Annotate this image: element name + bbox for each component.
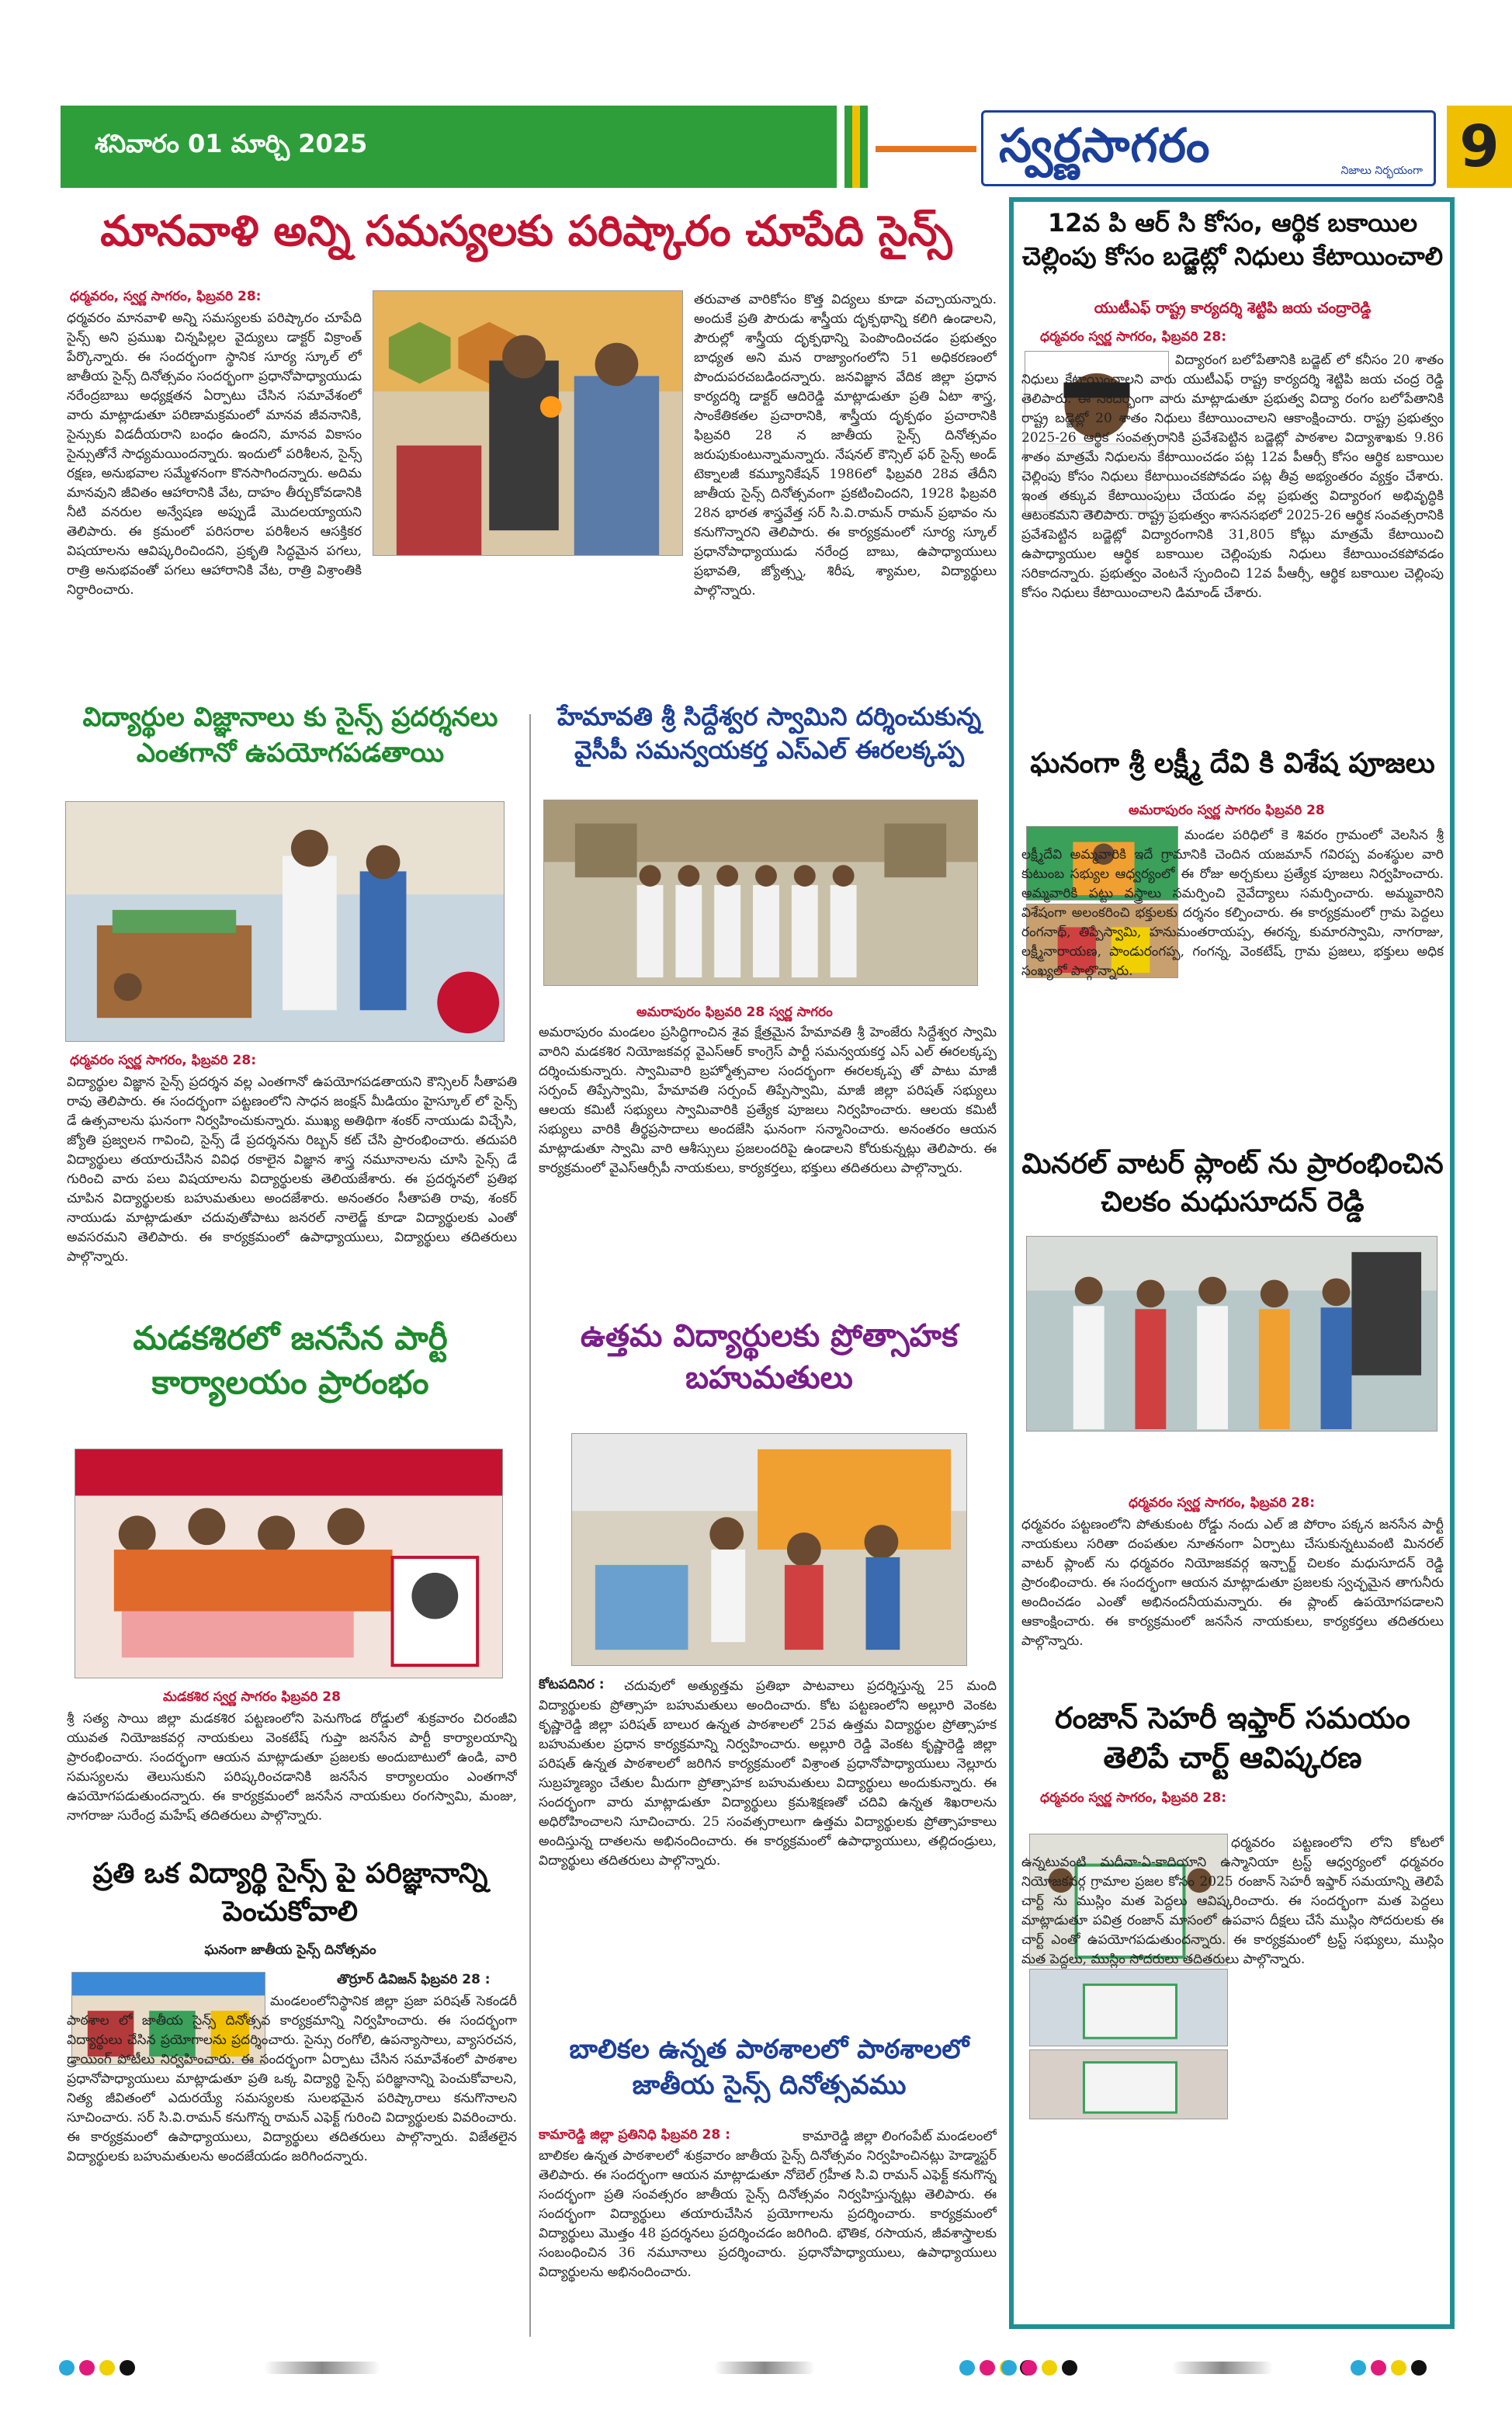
- date-bar: [61, 106, 868, 188]
- article-body: చదువులో అత్యుత్తమ ప్రతిభా పాటవాలు ప్రదర్శిస్తున్న 25 మంది విద్యార్థులకు ప్రోత్సాహ బహుమతులు అందించారు. కోట పట్టణంలోని అల్లూరి వెంకట కృష్ణారెడ్డి జిల్లా పరిషత్ బాలుర ఉన్నత పాఠశాలలో 25వ ఉత్తమ విద్యార్థుల ప్రోత్సాహక బహుమతుల ప్రధాన కార్యక్రమాన్ని నిర్వహించారు. అల్లూరి రెడ్డి వెంకట కృష్ణారెడ్డి జిల్లా పరిషత్ ఉన్నత పాఠశాలలో జరిగిన కార్యక్రమంలో విశ్రాంత ప్రధానోపాధ్యాయులు నెల్లూరు సుబ్రహ్మణ్యం చేతుల మీదుగా ప్రోత్సాహక బహుమతులు విద్యార్థులు అందుకున్నారు. ఈ సందర్భంగా వారు మాట్లాడుతూ విద్యార్థులు క్రమశిక్షణతో చదివి ఉన్నత శిఖరాలను అధిరోహించాలని సూచించారు. 25 సంవత్సరాలుగా ఉత్తమ విద్యార్థులకు ప్రోత్సాహకాలు అందిస్తున్న దాతలను అభినందించారు. ఈ కార్యక్రమంలో ఉపాధ్యాయులు, తల్లిదండ్రులు, విద్యార్థులు తదితరులు పాల్గొన్నారు.: [539, 1678, 997, 1869]
- article-photo: [75, 1449, 503, 1678]
- article-subhead: ఘనంగా జాతీయ సైన్స్ దినోత్సవం: [204, 1942, 376, 1958]
- article-body: శ్రీ సత్య సాయి జిల్లా మడకశిర పట్టణంలోని పెనుగొండ రోడ్డులో శుక్రవారం చిరంజీవి యువత నియోజకవర్గ నాయకులు వెంకటేష్ గుప్తా జనసేన పార్టీ కార్యాలయాన్ని ప్రారంభించారు. సందర్భంగా ఆయన మాట్లాడుతూ ప్రజలకు అందుబాటులో ఉండి, వారి సమస్యలను తెలుసుకుని పరిష్కరించడానికి జనసేన కార్యాలయం ఎంతగానో ఉపయోగపడుతుందన్నారు. ఈ కార్యక్రమంలో జనసేన నాయకులు రంగస్వామి, మంజు, నాగరాజు సురేంద్ర మహేష్ తదితరులు పాల్గొన్నారు.: [67, 1711, 517, 1824]
- article-body: విద్యారంగ బలోపేతానికి బడ్జెట్ లో కనీసం 20 శాతం నిధులు కేటాయించాలని వారు యుటీఎఫ్ రాష్ట్ర కార్యదర్శి శెట్టిపి జయ చంద్ర రెడ్డి తెలిపారు. ఈ సందర్భంగా వారు మాట్లాడుతూ ప్రభుత్వ విద్యా రంగం బలోపేతానికి రాష్ట్ర బడ్జెట్లో 20 శాతం నిధులు కేటాయించాలని ఆకాంక్షించారు. రాష్ట్ర ప్రభుత్వం 2025-26 ఆర్థిక సంవత్సరానికి ప్రవేశపెట్టిన బడ్జెట్లో పాఠశాల విద్యాశాఖకు 9.86 శాతం మాత్రమే నిధులను కేటాయించడం పట్ల 12వ పీఆర్సీ కోసం ఆర్థిక బకాయిల చెల్లింపు కోసం నిధులు కేటాయించకపోవడం పట్ల తీవ్ర అభ్యంతరం వ్యక్తం చేశారు. ఇంత తక్కువ కేటాయింపులు చేయడం వల్ల ప్రభుత్వ విద్యారంగ అభివృద్ధికి ఆటంకమని తెలిపారు. రాష్ట్ర ప్రభుత్వం శాసనసభలో 2025-26 ఆర్థిక సంవత్సరానికి ప్రవేశపెట్టిన బడ్జెట్లో విద్యారంగానికి 31,805 కోట్లు మాత్రమే కేటాయించి ఉపాధ్యాయుల ఆర్థిక బకాయిల చెల్లింపుకు నిధులు కేటాయించకపోవడం సరికాదన్నారు. ప్రభుత్వం వెంటనే స్పందించి 12వ పీఆర్సీ, ఆర్థిక బకాయిల చెల్లింపు కోసం నిధులు కేటాయించాలని డిమాండ్ చేశారు.: [1021, 352, 1444, 601]
- yellow-dot: [1042, 2360, 1057, 2376]
- yellow-dot: [99, 2360, 115, 2376]
- article-headline: విద్యార్థుల విజ్ఞానాలు కు సైన్స్ ప్రదర్శనలు ఎంతగానో ఉపయోగపడతాయి: [82, 702, 498, 769]
- article-headline: ఘనంగా శ్రీ లక్ష్మీ దేవి కి విశేష పూజలు: [1030, 748, 1435, 779]
- article-headline: ఉత్తమ విద్యార్థులకు ప్రోత్సాహక బహుమతులు: [580, 1318, 959, 1396]
- article-photo: [1026, 1236, 1437, 1432]
- article-body: మండలంలోనిస్థానిక జిల్లా ప్రజా పరిషత్ సెకండరీ పాఠశాల లో జాతీయ సైన్స్ దినోత్సవ కార్యక్రమాన్ని నిర్వహించారు. ఈ సందర్భంగా విద్యార్థులు చేసిన ప్రయోగాలను ప్రదర్శించారు. సైన్సు రంగోలి, ఉపన్యాసాలు, వ్యాసరచన, డ్రాయింగ్ పోటీలు నిర్వహించారు. ఈ సందర్భంగా ఏర్పాటు చేసిన సమావేశంలో పాఠశాల ప్రధానోపాధ్యాయులు మాట్లాడుతూ ప్రతి ఒక్క విద్యార్థి సైన్స్ పరిజ్ఞానాన్ని పెంచుకోవాలని, నిత్య జీవితంలో ఎదురయ్యే సమస్యలకు సులభమైన పరిష్కారాలు కనుగొనాలని సూచించారు. సర్ సి.వి.రామన్ కనుగొన్న రామన్ ఎఫెక్ట్ గురించి విద్యార్థులకు వివరించారు. ఈ కార్యక్రమంలో ఉపాధ్యాయులు, విద్యార్థులు తదితరులు పాల్గొన్నారు. విజేతలైన విద్యార్థులకు బహుమతులను అందజేయడం జరిగిందన్నారు.: [67, 1994, 517, 2164]
- article-headline: ప్రతి ఒక విద్యార్థి సైన్స్ పై పరిజ్ఞానాన్ని పెంచుకోవాలి: [92, 1858, 488, 1928]
- article-headline: మినరల్ వాటర్ ప్లాంట్ ను ప్రారంభించిన చిలకం మధుసూదన్ రెడ్డి: [1021, 1148, 1444, 1218]
- cyan-dot: [59, 2360, 75, 2376]
- article-dateline: తొర్రూర్ డివిజన్ ఫిబ్రవరి 28 :: [337, 1972, 491, 1987]
- article-dateline: కామారెడ్డి జిల్లా ప్రతినిధి ఫిబ్రవరి 28 :: [539, 2127, 730, 2143]
- article-body: విద్యార్థుల విజ్ఞాన సైన్స్ ప్రదర్శన వల్ల ఎంతగానో ఉపయోగపడతాయని కౌన్సిలర్ సీతాపతి రావు తెలిపారు. ఈ సందర్భంగా పట్టణంలోని సాధన జంక్షన్ మీడియం హైస్కూల్ లో సైన్స్ డే ఉత్సవాలను ఘనంగా నిర్వహించుకున్నారు. ముఖ్య అతిథిగా శంకర్ నాయుడు విచ్చేసి, జ్యోతి ప్రజ్వలన గావించి, సైన్స్ డే ప్రదర్శనను రిబ్బన్ కట్ చేసి ప్రారంభించారు. తదుపరి విద్యార్థులు తయారుచేసిన వివిధ రకాలైన విజ్ఞాన శాస్త్ర నమూనాలను చూసి సైన్స్ డే గురించి వారు పలు విషయాలను విద్యార్థులకు తెలియజేశారు. ఈ ప్రదర్శనలో ప్రతిభ చూపిన విద్యార్థులకు బహుమతులు అందజేశారు. అనంతరం సీతాపతి రావు, శంకర్ నాయుడు మాట్లాడుతూ చదువుతోపాటు జనరల్ నాలెడ్జ్ కూడా విద్యార్థులకు ఎంతో అవసరమని తెలిపారు. ఈ కార్యక్రమంలో ఉపాధ్యాయులు, విద్యార్థులు తదితరులు పాల్గొన్నారు.: [67, 1074, 517, 1265]
- article-photo: [571, 1433, 967, 1666]
- article-photo: [543, 800, 978, 986]
- article-body: ధర్మవరం పట్టణంలోని పోతుకుంట రోడ్డు నందు ఎల్ జి పోరాం పక్కన జనసేన పార్టీ నాయకులు సరితా దంపతుల నూతనంగా ఏర్పాటు చేసుకున్నటువంటి మినరల్ వాటర్ ప్లాంట్ ను ధర్మవరం నియోజకవర్గ ఇన్చార్జ్ చిలకం మధుసూదన్ రెడ్డి ప్రారంభించారు. ఈ సందర్భంగా ఆయన మాట్లాడుతూ ప్రజలకు స్వచ్ఛమైన తాగునీరు అందించడం ఎంతో అభినందనీయమన్నారు. ఈ ప్లాంట్ ఉపయోగపడాలని ఆకాంక్షించారు. ఈ కార్యక్రమంలో జనసేన నాయకులు, కార్యకర్తలు తదితరులు పాల్గొన్నారు.: [1021, 1517, 1444, 1649]
- article-headline: 12వ పి ఆర్ సి కోసం, ఆర్థిక బకాయిల చెల్లింపు కోసం బడ్జెట్లో నిధులు కేటాయించాలి: [1021, 208, 1444, 272]
- article-body: కామారెడ్డి జిల్లా లింగంపేట్ మండలంలో బాలికల ఉన్నత పాఠశాలలో శుక్రవారం జాతీయ సైన్స్ దినోత్సవం నిర్వహించినట్లు హెడ్మాస్టర్ తెలిపారు. ఈ సందర్భంగా ఆయన మాట్లాడుతూ నోబెల్ గ్రహీత సి.వి రామన్ ఎఫెక్ట్ కనుగొన్న సందర్భంగా ప్రతి సంవత్సరం జాతీయ సైన్స్ దినోత్సవం నిర్వహిస్తున్నట్లు తెలిపారు. ఈ సందర్భంగా విద్యార్థులు తయారుచేసిన ప్రయోగాలను ప్రదర్శించారు. కార్యక్రమంలో విద్యార్థులు మొత్తం 48 ప్రదర్శనలు ప్రదర్శించడం జరిగింది. భౌతిక, రసాయన, జీవశాస్త్రాలకు సంబంధించిన 36 నమూనాలు ప్రదర్శించారు. ప్రధానోపాధ్యాయులు, ఉపాధ్యాయులు విద్యార్థులను అభినందించారు.: [539, 2129, 997, 2280]
- magenta-dot: [1021, 2360, 1037, 2376]
- footer-gradient-bar: [714, 2362, 815, 2374]
- magenta-dot: [79, 2360, 95, 2376]
- black-dot: [1062, 2360, 1077, 2376]
- cyan-dot: [1001, 2360, 1017, 2376]
- header-stripes: [837, 106, 868, 188]
- article-dateline: ధర్మవరం స్వర్ణ సాగరం, ఫిబ్రవరి 28:: [70, 1053, 256, 1068]
- logo-tagline: నిజాలు నిర్భయంగా: [1340, 165, 1423, 177]
- article-headline: రంజాన్ సెహరీ ఇఫ్తార్ సమయం తెలిపే చార్ట్ ఆవిష్కరణ: [1055, 1701, 1410, 1775]
- article-photo: [65, 801, 505, 1042]
- article-headline: మడకశిరలో జనసేన పార్టీ కార్యాలయం ప్రారంభం: [133, 1319, 448, 1401]
- column-divider: [529, 714, 531, 2337]
- page-number: 9: [1447, 106, 1512, 188]
- black-dot: [120, 2360, 135, 2376]
- color-registration-dots: [1351, 2360, 1427, 2376]
- article-body: మండల పరిధిలో కె శివరం గ్రామంలో వెలసిన శ్రీ లక్ష్మీదేవి అమ్మవారికి ఇదే గ్రామానికి చెందిన యజమాన్ గవిరప్ప వంశస్థుల వారి కుటుంబ సభ్యుల ఆధ్వర్యంలో ఈ రోజు అర్చకులు ప్రత్యేక పూజలు నిర్వహించారు. అమ్మవారికి పట్టు వస్త్రాలు సమర్పించి నైవేద్యాలు సమర్పించారు. అమ్మవారిని విశేషంగా అలంకరించి భక్తులకు దర్శనం కల్పించారు. ఈ కార్యక్రమంలో గ్రామ పెద్దలు రంగనాథ్, తిప్పేస్వామి, హనుమంతరాయప్ప, ఈరన్న, కుమారస్వామి, నాగరాజు, లక్ష్మీనారాయణ, పాండురంగప్ప, గంగన్న, వెంకటేష్, గ్రామ ప్రజలు, భక్తులు అధిక సంఖ్యలో పాల్గొన్నారు.: [1021, 828, 1444, 979]
- footer-gradient-bar: [1172, 2362, 1273, 2374]
- article-body: ధర్మవరం మానవాళి అన్ని సమస్యలకు పరిష్కారం చూపేది సైన్స్ అని ప్రముఖ చిన్నపిల్లల వైద్యులు డాక్టర్ విక్రాంత్ పేర్కొన్నారు. ఈ సందర్భంగా స్థానిక సూర్య స్కూల్ లో జాతీయ సైన్స్ దినోత్సవం సందర్భంగా ప్రధానోపాధ్యాయుడు నరేంద్రబాబు అధ్యక్షతన ఏర్పాటు చేసిన సమావేశంలో వారు మాట్లాడుతూ పరిణామక్రమంలో మానవ జీవనానికి, సైన్సుకు విడదీయరాని బంధం ఉందని, మానవ వికాసం సైన్సుతోనే సాధ్యమయిందన్నారు. ఇందులో పరిశీలన, సైన్స్ రక్షణ, అనుభవాల సమ్మేళనంగా కొనసాగిందన్నారు. అదిమ మానవుని జీవితం ఆహారానికి వేట, దాహం తీర్చుకోవడానికి నీటి వనరుల అన్వేషణ అప్పుడే మొదలయ్యాయని తెలిపారు. ఈ క్రమంలో పరిసరాల పరిశీలన ఆసక్తికర విషయాలను ఆవిష్కరించిందని, ప్రకృతి సిద్ధమైన పగలు, రాత్రి అనుభవంతో పగలు ఆహారానికి వేట, రాత్రి విశ్రాంతికి నిర్ధారించారు.: [67, 311, 362, 598]
- magenta-dot: [980, 2360, 995, 2376]
- newspaper-logo: [981, 110, 1436, 186]
- article-body-continued: తరువాత వారికోసం కొత్త విద్యలు కూడా వచ్చాయన్నారు. అందుకే ప్రతి పౌరుడు శాస్త్రీయ దృక్పథాన్ని కలిగి ఉండాలని, పౌరుల్లో శాస్త్రీయ దృక్పథాన్ని పెంపొందించడం ప్రభుత్వం బాధ్యత అని మన రాజ్యాంగంలోని 51 అధికరణంలో పొందుపరచబడిందన్నారు. జనవిజ్ఞాన వేదిక జిల్లా ప్రధాన కార్యదర్శి డాక్టర్ ఆదిరెడ్డి మాట్లాడుతూ ప్రతి ఏటా శాస్త్ర, సాంకేతికతల ప్రచారానికి, శాస్త్రీయ దృక్పథం ప్రచారానికి ఫిబ్రవరి 28 న జాతీయ సైన్స్ దినోత్సవం జరుపుకుంటున్నామన్నారు. నేషనల్ కౌన్సిల్ ఫర్ సైన్స్ అండ్ టెక్నాలజీ కమ్యూనికేషన్ 1986లో ఫిబ్రవరి 28వ తేదీని జాతీయ సైన్స్ దినోత్సవంగా ప్రకటించిందని, 1928 ఫిబ్రవరి 28న భారత శాస్త్రవేత్త సర్ సి.వి.రామన్ రామన్ ప్రభావం ను కనుగొన్నారని తెలిపారు. ఈ కార్యక్రమంలో సూర్య స్కూల్ ప్రధానోపాధ్యాయుడు నరేంద్ర బాబు, ఉపాధ్యాయులు ప్రభావతి, జ్యోత్స్న, శిరీష, శ్యామల, విద్యార్థులు పాల్గొన్నారు.: [694, 292, 997, 599]
- article-dateline: అమరాపురం స్వర్ణ సాగరం ఫిబ్రవరి 28: [1129, 803, 1325, 818]
- article-body: అమరాపురం మండలం ప్రసిద్ధిగాంచిన శైవ క్షేత్రమైన హేమావతి శ్రీ హెంజేరు సిద్దేశ్వర స్వామి వారిని మడకశిర నియోజకవర్గ వైఎస్ఆర్ కాంగ్రెస్ పార్టీ సమన్వయకర్త ఎస్ ఎల్ ఈరలక్కప్ప దర్శించుకున్నారు. స్వామివారి బ్రహ్మోత్సవాల సందర్భంగా ఈరలక్కప్ప తో పాటు మాజీ సర్పంచ్ తిప్పేస్వామి, హేమావతి సర్పంచ్ తిప్పేస్వామి, మాజీ జిల్లా పరిషత్ సభ్యులు ఆలయ కమిటీ సభ్యులు స్వామివారికి ప్రత్యేక పూజలు నిర్వహించారు. ఆలయ కమిటీ సభ్యులు వారికి తీర్థప్రసాదాలు అందజేసి ఘనంగా సన్మానించారు. అనంతరం ఆయన మాట్లాడుతూ స్వామి వారి ఆశీస్సులు ప్రజలందరిపై ఉండాలని కోరుకున్నట్లు తెలిపారు. ఈ కార్యక్రమంలో వైఎస్ఆర్సీపీ నాయకులు, కార్యకర్తలు, భక్తులు తదితరులు పాల్గొన్నారు.: [539, 1025, 997, 1176]
- article-dateline: మడకశిర స్వర్ణ సాగరం ఫిబ్రవరి 28: [163, 1689, 341, 1705]
- page-header: [61, 106, 1500, 191]
- magenta-dot: [1371, 2360, 1386, 2376]
- color-registration-dots: [1001, 2360, 1077, 2376]
- article-dateline: ధర్మవరం, స్వర్ణ సాగరం, ఫిబ్రవరి 28:: [70, 289, 262, 304]
- issue-date: శనివారం 01 మార్చి 2025: [95, 129, 368, 158]
- article-dateline: ధర్మవరం స్వర్ణ సాగరం, ఫిబ్రవరి 28:: [1040, 329, 1226, 345]
- cyan-dot: [1351, 2360, 1366, 2376]
- article-headline: మానవాళి అన్ని సమస్యలకు పరిష్కారం చూపేది సైన్స్: [100, 207, 952, 255]
- article-subhead: యుటీఎఫ్ రాష్ట్ర కార్యదర్శి శెట్టిపి జయ చంద్రారెడ్డి: [1094, 300, 1372, 317]
- article-headline: హేమావతి శ్రీ సిద్దేశ్వర స్వామిని దర్శించుకున్న వైసీపీ సమన్వయకర్త ఎస్ఎల్ ఈరలక్కప్ప: [557, 702, 982, 765]
- cyan-dot: [959, 2360, 975, 2376]
- article-headline: బాలికల ఉన్నత పాఠశాలలో పాఠశాలలో జాతీయ సైన్స్ దినోత్సవము: [569, 2034, 969, 2101]
- article-dateline: ధర్మవరం స్వర్ణ సాగరం, ఫిబ్రవరి 28:: [1129, 1495, 1315, 1511]
- footer-gradient-bar: [264, 2362, 380, 2374]
- article-body: ధర్మవరం పట్టణంలోని లోని కోటలో ఉన్నటువంటి మదీనా-ఏ-కాదియాని ఉస్మానియా ట్రస్ట్ ఆధ్వర్యంలో ధర్మవరం నియోజకవర్గ గ్రామాల ప్రజల కోసం 2025 రంజాన్ సెహరీ ఇఫ్తార్ సమయాన్ని తెలిపే చార్ట్ ను ముస్లిం మత పెద్దలు ఆవిష్కరించారు. ఈ సందర్భంగా మత పెద్దలు మాట్లాడుతూ పవిత్ర రంజాన్ మాసంలో ఉపవాస దీక్షలు చేసే ముస్లిం సోదరులకు ఈ చార్ట్ ఎంతో ఉపయోగపడుతుందన్నారు. ఈ కార్యక్రమంలో ట్రస్ట్ సభ్యులు, ముస్లిం మత పెద్దలు, ముస్లిం సోదరులు తదితరులు పాల్గొన్నారు.: [1021, 1835, 1444, 1967]
- header-rule: [876, 146, 976, 152]
- color-registration-dots: [59, 2360, 135, 2376]
- yellow-dot: [1391, 2360, 1406, 2376]
- article-photo: [373, 290, 683, 556]
- article-dateline: కోటపదినిర :: [539, 1677, 605, 1692]
- logo-text: స్వర్ణసాగరం: [999, 119, 1211, 173]
- article-dateline: అమరాపురం ఫిబ్రవరి 28 స్వర్ణ సాగరం: [636, 1005, 833, 1020]
- article-dateline: ధర్మవరం స్వర్ణ సాగరం, ఫిబ్రవరి 28:: [1040, 1790, 1226, 1806]
- black-dot: [1411, 2360, 1427, 2376]
